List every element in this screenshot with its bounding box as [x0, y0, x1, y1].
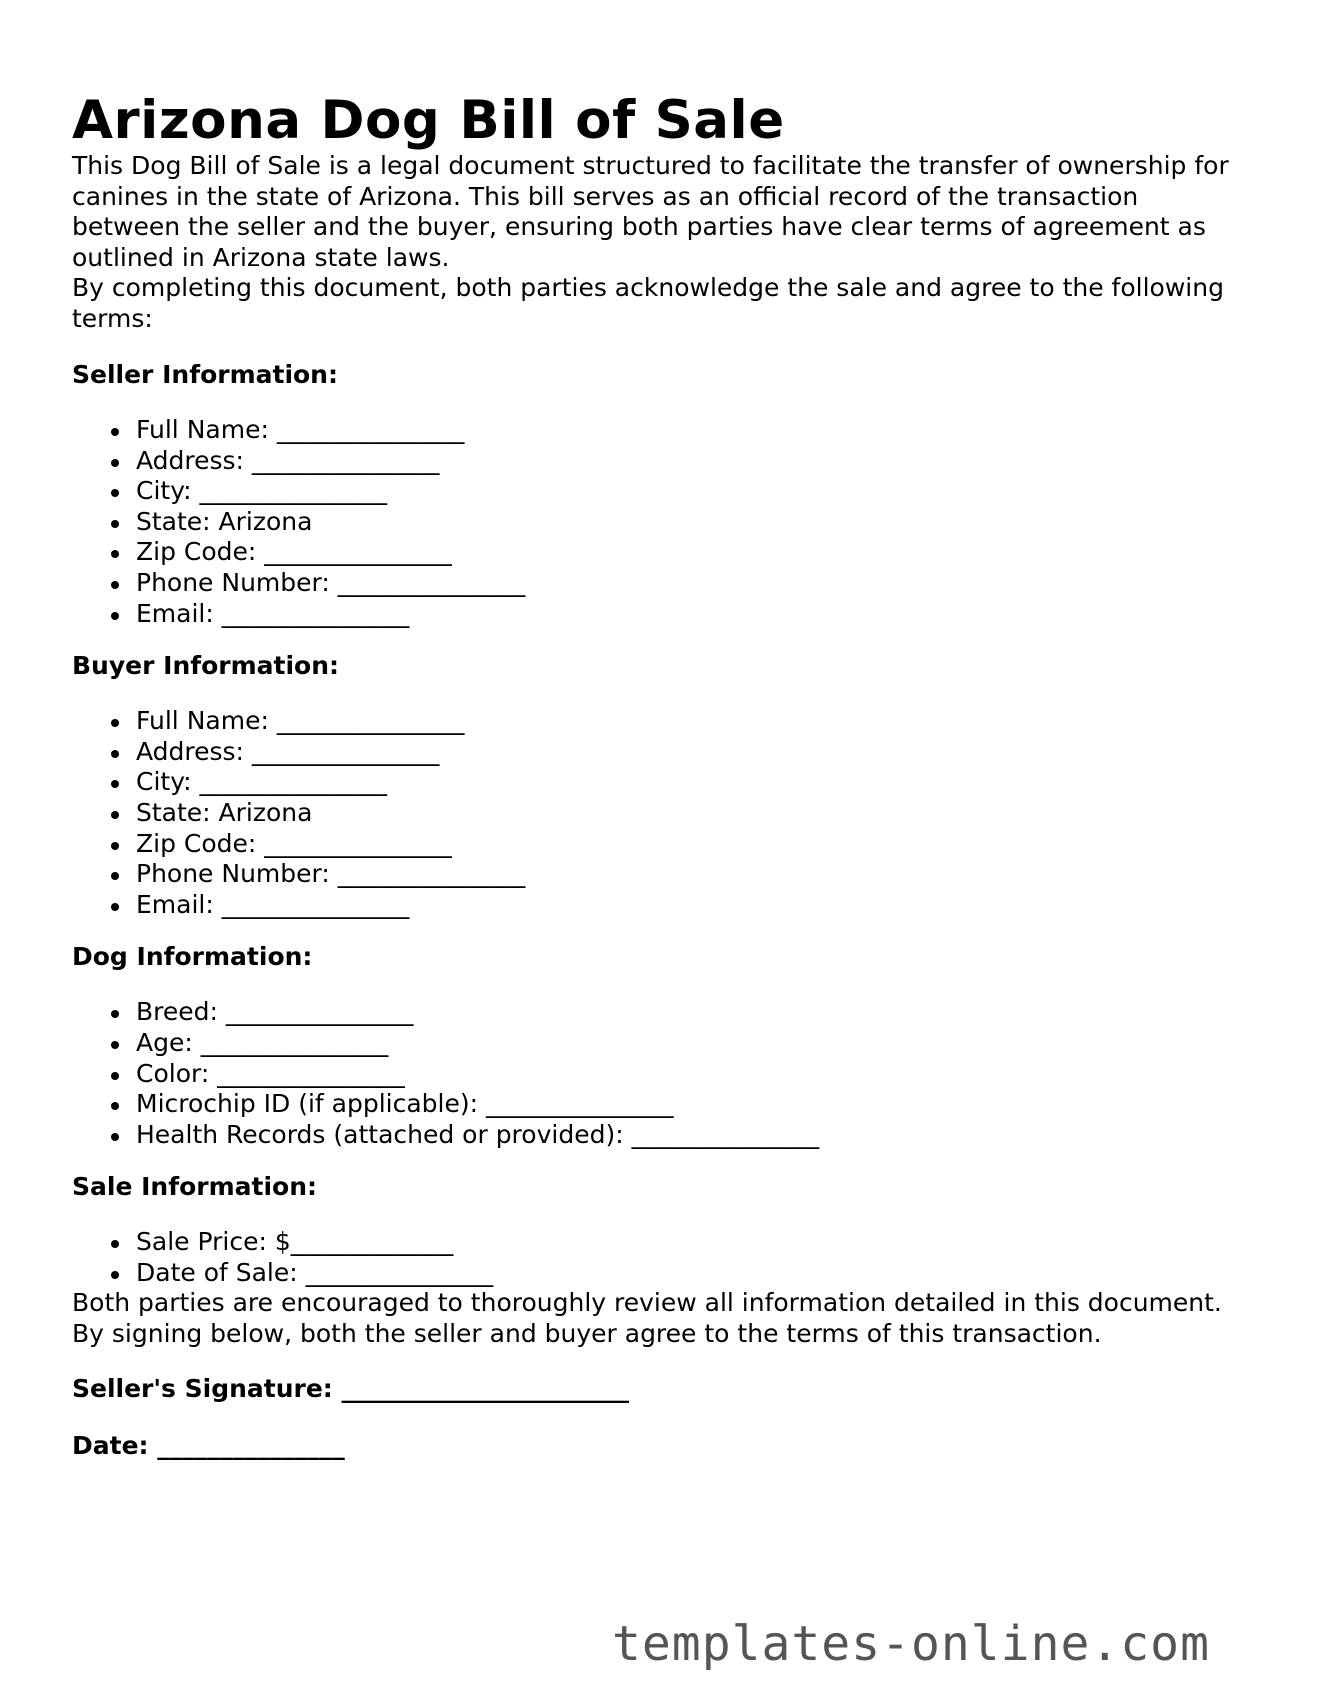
dog-breed-field: Breed: _______________ [136, 997, 1252, 1028]
seller-phone-field: Phone Number: _______________ [136, 568, 1252, 599]
dog-field-list [72, 997, 1252, 1150]
seller-full-name-field: Full Name: _______________ [136, 415, 1252, 446]
seller-signature-line: Seller's Signature: _______________________ [72, 1374, 629, 1404]
closing-paragraph: Both parties are encouraged to thoroughly review all information detailed in this document. By signing below, both the seller and buyer agree to the terms of this transaction. [72, 1288, 1222, 1348]
watermark-text: templates-online.com [612, 1616, 1210, 1672]
dog-section-heading: Dog Information: [72, 942, 313, 972]
seller-address-field: Address: _______________ [136, 446, 1252, 477]
sale-field-list [72, 1227, 1252, 1288]
signature-date-line: Date: _______________ [72, 1431, 345, 1461]
buyer-full-name-field: Full Name: _______________ [136, 706, 1252, 737]
sale-date-field: Date of Sale: _______________ [136, 1258, 1252, 1289]
document-page [72, 0, 1252, 1461]
buyer-section-heading: Buyer Information: [72, 651, 340, 681]
intro-paragraph: This Dog Bill of Sale is a legal document structured to facilitate the transfer of ownership for canines in the state of Arizona. This bill serves as an official record of the transaction between the seller and the buyer, ensuring both parties have clear terms of agreement as outlined in Arizona state laws. [72, 151, 1229, 272]
seller-section-heading: Seller Information: [72, 360, 338, 389]
buyer-zip-field: Zip Code: _______________ [136, 829, 1252, 860]
seller-email-field: Email: _______________ [136, 599, 1252, 630]
seller-city-field: City: _______________ [136, 476, 1252, 507]
dog-age-field: Age: _______________ [136, 1028, 1252, 1059]
dog-color-field: Color: _______________ [136, 1059, 1252, 1090]
buyer-state-field: State: Arizona [136, 798, 1252, 829]
buyer-field-list [72, 706, 1252, 920]
seller-field-list [72, 415, 1252, 629]
terms-intro-paragraph: By completing this document, both parties acknowledge the sale and agree to the following terms: [72, 273, 1224, 333]
dog-microchip-field: Microchip ID (if applicable): _______________ [136, 1089, 1252, 1120]
seller-zip-field: Zip Code: _______________ [136, 537, 1252, 568]
buyer-address-field: Address: _______________ [136, 737, 1252, 768]
sale-section-heading: Sale Information: [72, 1172, 317, 1202]
sale-price-field: Sale Price: $_____________ [136, 1227, 1252, 1258]
buyer-phone-field: Phone Number: _______________ [136, 859, 1252, 890]
seller-state-field: State: Arizona [136, 507, 1252, 538]
buyer-city-field: City: _______________ [136, 767, 1252, 798]
buyer-email-field: Email: _______________ [136, 890, 1252, 921]
dog-health-records-field: Health Records (attached or provided): _______________ [136, 1120, 1252, 1151]
document-title: Arizona Dog Bill of Sale [72, 90, 785, 151]
